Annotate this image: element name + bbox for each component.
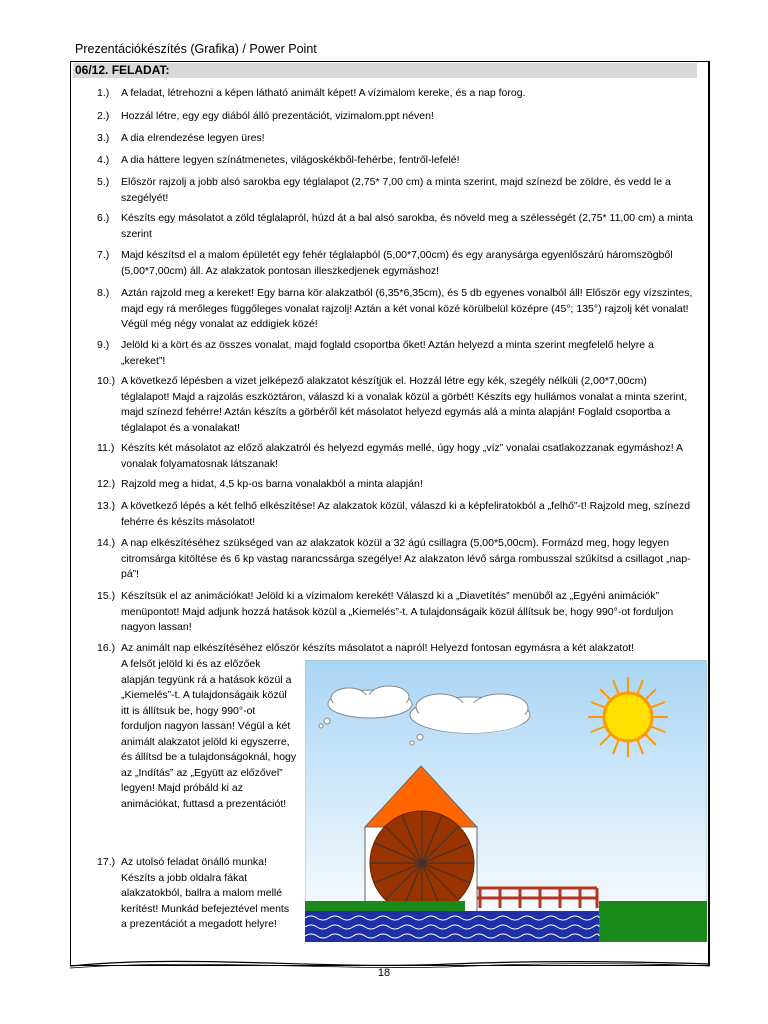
task-item: 11.) Készíts két másolatot az előző alakzatról és helyezd egymás mellé, úgy hogy „víz” vonalai csatlakozzanak egymáshoz! A vonalak folyamatosnak látszanak! bbox=[97, 442, 683, 470]
task-item: 15.) Készítsük el az animációkat! Jelöld ki a vízimalom kerekét! Válaszd ki a „Diavetítés” menüből az „Egyéni animációk” menüpontot! Majd adjunk hozzá hatások közül a „Kiemelés”-t. A tulajdonságaik közül állítsuk be, hogy 990°-ot forduljon nagyon lassan! bbox=[97, 590, 674, 633]
page-number: 18 bbox=[377, 967, 391, 979]
task-title: 06/12. FELADAT: bbox=[73, 63, 697, 78]
document-header: Prezentációkészítés (Grafika) / Power Point bbox=[75, 42, 317, 56]
task-item: 5.) Először rajzolj a jobb alsó sarokba egy téglalapot (2,75* 7,00 cm) a minta szerint, majd színezd be zöldre, és vedd le a szegélyét! bbox=[97, 176, 671, 204]
task-item: 4.) A dia háttere legyen színátmenetes, világoskékből-fehérbe, fentről-lefelé! bbox=[97, 154, 460, 166]
task-item: A felsőt jelöld ki és az előzőek alapján tegyünk rá a hatások közül a „Kiemelés”-t. A tulajdonságaik közül itt is állítsuk be, hogy 990°-ot forduljon nagyon lassan! Végül a két animált alakzatot jelöld ki egyszerre, és állítsd be a tulajdonságoknál, hogy az „Indítás” az „Együtt az előzővel” legyen! Majd próbáld ki az animációkat, futtasd a prezentációt! bbox=[121, 658, 297, 810]
task-item: 10.) A következő lépésben a vizet jelképező alakzatot készítjük el. Hozzál létre egy kék, szegély nélküli (2,00*7,00cm) téglalapot! Majd a rajzolás eszköztáron, válaszd ki a vonalak közül a görbét! Készíts egy hullámos vonalat a minta szerint, majd színezd fehérre! Aztán készíts a görbéről két másolatot helyezd egymás alá a minta alapján! Foglald csoportba a téglalapot és a vonalakat! bbox=[97, 375, 688, 434]
task-item: 1.) A feladat, létrehozni a képen látható animált képet! A vízimalom kereke, és a nap forog. bbox=[97, 87, 526, 99]
grass-right bbox=[599, 901, 707, 942]
sun bbox=[588, 677, 668, 757]
task-item: 6.) Készíts egy másolatot a zöld téglalapról, húzd át a bal alsó sarokba, és növeld meg a szélességét (2,75* 11,00 cm) a minta szerint bbox=[97, 212, 693, 240]
grass-left bbox=[305, 901, 465, 911]
task-item: 2.) Hozzál létre, egy egy diából álló prezentációt, vizimalom.ppt néven! bbox=[97, 110, 434, 122]
water-wheel bbox=[370, 811, 474, 915]
task-item: 17.) Az utolsó feladat önálló munka! Készíts a jobb oldalra fákat alakzatokból, ballra a malom mellé kerítést! Munkád befejeztével ments a prezentációt a megadott helyre! bbox=[97, 856, 290, 930]
task-item: 8.) Aztán rajzold meg a kereket! Egy barna kör alakzatból (6,35*6,35cm), és 5 db egyenes vonalból áll! Először egy vízszintes, majd egy rá merőleges függőleges vonalat rajzolj! Aztán a két vonal közé körülbelül középre (45°; 135°) rajzolj két vonalat! Végül még négy vonalat az eddigiek közé! bbox=[97, 287, 693, 330]
task-item: 9.) Jelöld ki a kört és az összes vonalat, majd foglald csoportba őket! Aztán helyezd a minta szerint megfelelő helyre a „kereket”! bbox=[97, 339, 654, 367]
watermill-illustration bbox=[305, 660, 707, 942]
task-item: 14.) A nap elkészítéséhez szükséged van az alakzatok közül a 32 ágú csillagra (5,00*5,00cm). Formázd meg, hogy legyen citromsárga kitöltése és 6 kp vastag narancssárga szegélye! Az alakzaton lévő sárga rombusszal szűkítsd a csillagot „nap-pá”! bbox=[97, 537, 691, 580]
task-item: 7.) Majd készítsd el a malom épületét egy fehér téglalapból (5,00*7,00cm) és egy aranysárga egyenlőszárú háromszögből (5,00*7,00cm) áll. Az alakzatok pontosan illeszkedjenek egymáshoz! bbox=[97, 249, 673, 277]
task-item: 13.) A következő lépés a két felhő elkészítése! Az alakzatok közül, válaszd ki a képfeliratokból a „felhő”-t! Rajzold meg, színezd fehérre és készíts másolatot! bbox=[97, 500, 691, 528]
task-item: 3.) A dia elrendezése legyen üres! bbox=[97, 132, 265, 144]
task-item: 16.) Az animált nap elkészítéséhez először készíts másolatot a napról! Helyezd fontosan egymásra a két alakzatot! bbox=[97, 642, 635, 654]
task-item: 12.) Rajzold meg a hidat, 4,5 kp-os barna vonalakból a minta alapján! bbox=[97, 478, 423, 490]
